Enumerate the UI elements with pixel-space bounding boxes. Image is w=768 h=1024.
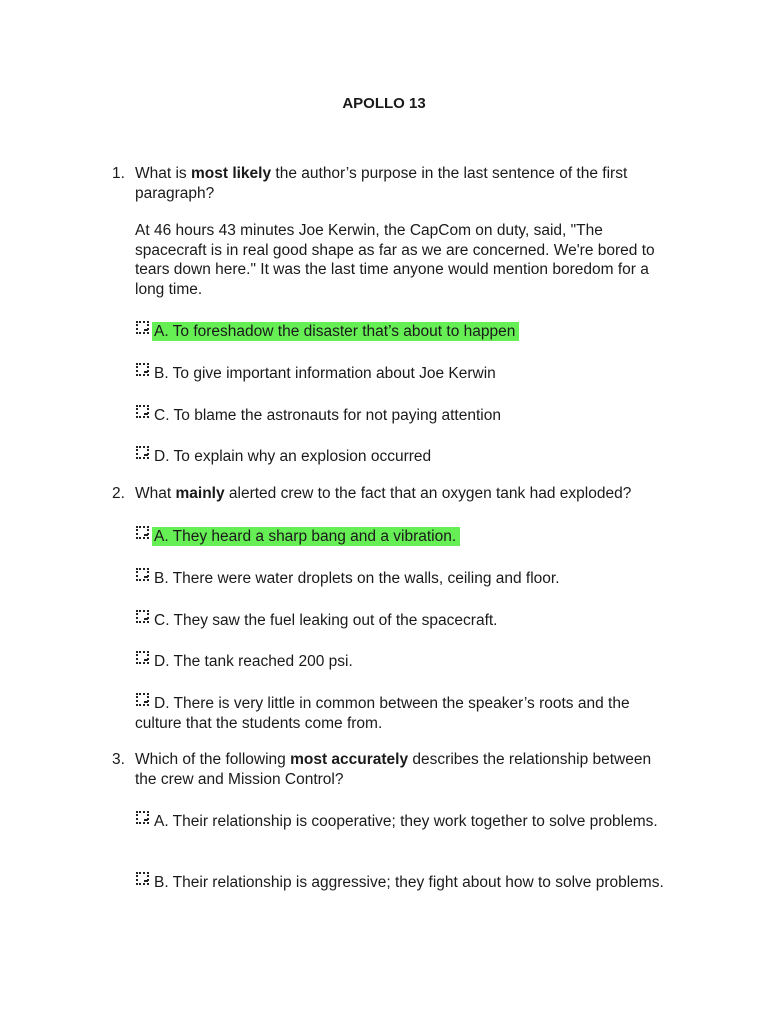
stem-emphasis: most accurately bbox=[290, 751, 409, 768]
checkbox-icon[interactable] bbox=[135, 363, 148, 375]
stem-emphasis: mainly bbox=[175, 485, 225, 502]
q1-option-d[interactable] bbox=[135, 446, 675, 467]
q2-option-d-extra[interactable] bbox=[135, 693, 675, 733]
option-label: B. There were water droplets on the walls, ceiling and floor. bbox=[154, 570, 560, 587]
question-stem bbox=[135, 164, 672, 203]
option-label: D. There is very little in common between the speaker’s roots and the culture that the students come from. bbox=[135, 695, 630, 732]
question-number: 3. bbox=[112, 751, 125, 768]
question-3 bbox=[112, 750, 672, 789]
q1-option-a[interactable] bbox=[135, 321, 675, 342]
option-label: A. Their relationship is cooperative; they work together to solve problems. bbox=[154, 813, 658, 830]
option-label: B. Their relationship is aggressive; they fight about how to solve problems. bbox=[154, 874, 664, 891]
stem-text: the author’s purpose in the last sentence of the first paragraph? bbox=[135, 165, 628, 202]
checkbox-icon[interactable] bbox=[135, 526, 148, 538]
stem-text: What is bbox=[135, 165, 191, 182]
option-label: B. To give important information about Joe Kerwin bbox=[154, 365, 496, 382]
option-label: D. To explain why an explosion occurred bbox=[154, 448, 432, 465]
option-label: C. They saw the fuel leaking out of the spacecraft. bbox=[154, 612, 498, 629]
stem-text: What bbox=[135, 485, 176, 502]
option-label: D. The tank reached 200 psi. bbox=[154, 653, 353, 670]
checkbox-icon[interactable] bbox=[135, 811, 148, 823]
stem-text: describes the relationship between the crew and Mission Control? bbox=[135, 751, 652, 788]
stem-text: Which of the following bbox=[135, 751, 291, 768]
q2-option-b[interactable] bbox=[135, 568, 675, 589]
option-label: A. They heard a sharp bang and a vibration. bbox=[152, 527, 460, 546]
question-stem bbox=[135, 484, 672, 504]
stem-emphasis: most likely bbox=[190, 165, 272, 182]
checkbox-icon[interactable] bbox=[135, 651, 148, 663]
stem-text: alerted crew to the fact that an oxygen tank had exploded? bbox=[224, 485, 632, 502]
option-label: A. To foreshadow the disaster that’s about to happen bbox=[152, 322, 519, 341]
checkbox-icon[interactable] bbox=[135, 693, 148, 705]
passage-quote: At 46 hours 43 minutes Joe Kerwin, the CapCom on duty, said, "The spacecraft is in real good shape as far as we are concerned. We're bored to tears down here." It was the last time anyone would mention boredom for a long time. bbox=[135, 222, 655, 298]
checkbox-icon[interactable] bbox=[135, 568, 148, 580]
document-title: APOLLO 13 bbox=[342, 95, 426, 112]
q3-option-a[interactable] bbox=[135, 811, 675, 832]
q3-option-b[interactable] bbox=[135, 872, 675, 893]
checkbox-icon[interactable] bbox=[135, 405, 148, 417]
q2-option-a[interactable] bbox=[135, 526, 675, 547]
q1-option-b[interactable] bbox=[135, 363, 675, 384]
question-number: 2. bbox=[112, 485, 125, 502]
checkbox-icon[interactable] bbox=[135, 321, 148, 333]
question-1 bbox=[112, 164, 672, 203]
checkbox-icon[interactable] bbox=[135, 446, 148, 458]
option-label: C. To blame the astronauts for not paying attention bbox=[154, 407, 501, 424]
q2-option-d[interactable] bbox=[135, 651, 675, 672]
q1-option-c[interactable] bbox=[135, 405, 675, 426]
q2-option-c[interactable] bbox=[135, 610, 675, 631]
checkbox-icon[interactable] bbox=[135, 872, 148, 884]
question-2 bbox=[112, 484, 672, 504]
checkbox-icon[interactable] bbox=[135, 610, 148, 622]
question-number: 1. bbox=[112, 165, 125, 182]
question-stem bbox=[135, 750, 672, 789]
